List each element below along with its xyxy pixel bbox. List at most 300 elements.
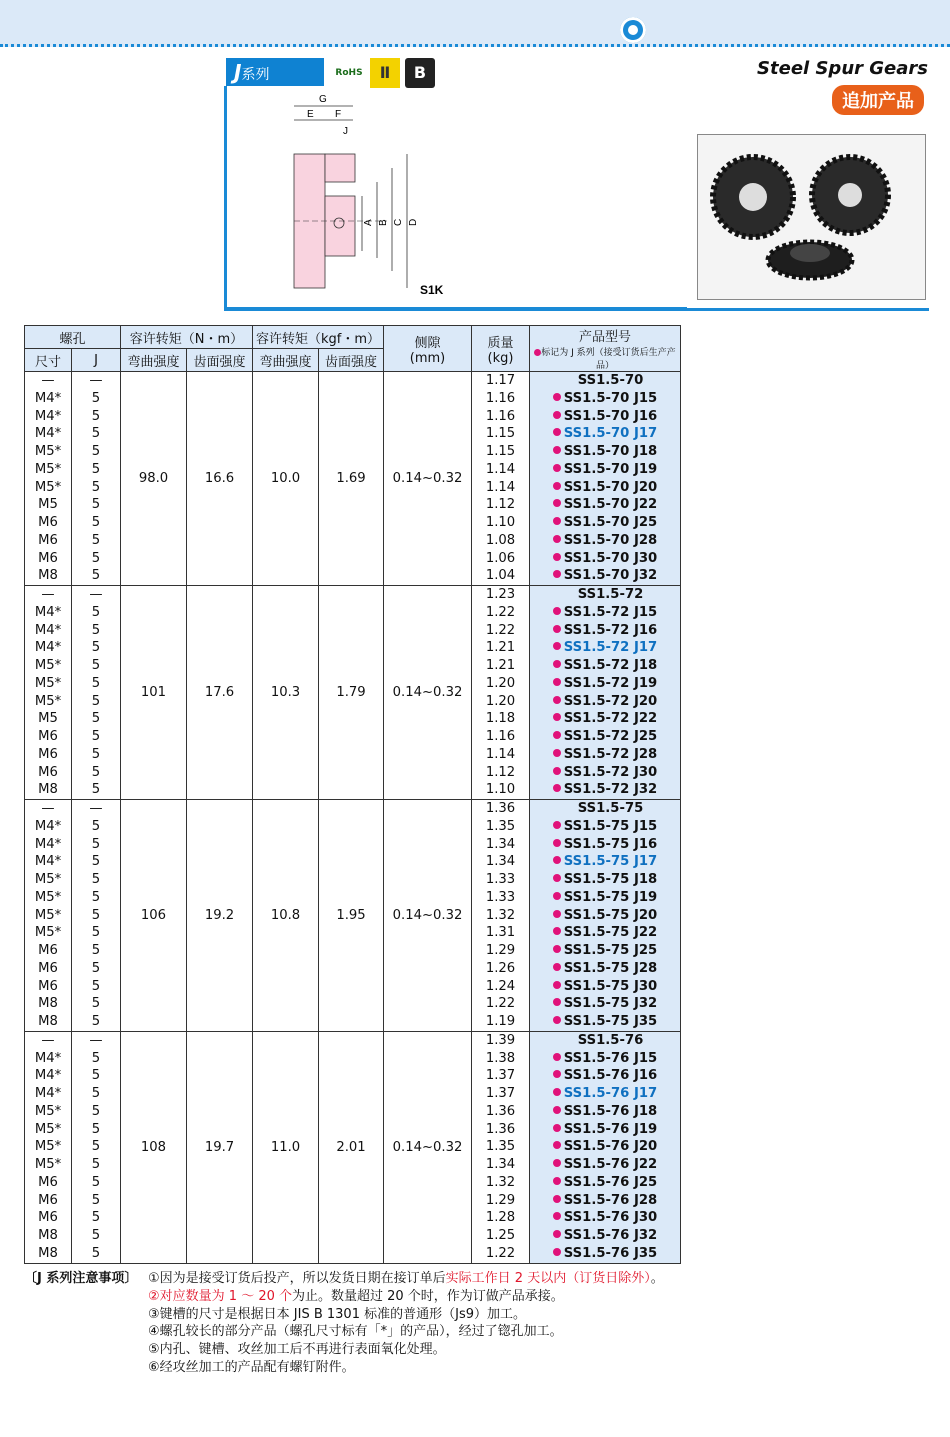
mass-col: [472, 372, 530, 586]
surface-kgf-cell: 2.01: [319, 1031, 384, 1263]
part-number[interactable]: [530, 1067, 680, 1085]
part-number[interactable]: [530, 586, 680, 604]
mass-cell: 1.36: [485, 1103, 516, 1119]
size-col: [25, 800, 72, 1032]
j-cell: 5: [91, 711, 101, 727]
part-number-text: SS1.5-72 J15: [563, 604, 658, 620]
mass-cell: 1.23: [485, 587, 516, 602]
part-number[interactable]: [530, 818, 680, 836]
mass-cell: 1.34: [485, 854, 516, 870]
made-to-order-dot-icon: [553, 1070, 561, 1078]
part-number-text: SS1.5-72 J28: [563, 746, 658, 762]
part-number[interactable]: [530, 942, 680, 960]
part-number-text: SS1.5-75 J32: [563, 996, 658, 1012]
mass-cell: 1.24: [485, 978, 516, 994]
dim-c: C: [393, 218, 404, 226]
part-number-text: SS1.5-72 J17: [563, 640, 658, 656]
j-cell: —: [89, 373, 103, 388]
mass-cell: 1.35: [485, 818, 516, 834]
size-cell: M8: [38, 568, 58, 584]
mass-cell: 1.36: [485, 801, 516, 816]
made-to-order-dot-icon: [553, 428, 561, 436]
notes-title: 〔J 系列注意事项〕: [24, 1271, 138, 1286]
mass-cell: 1.19: [485, 1014, 516, 1029]
part-number[interactable]: [530, 1103, 680, 1121]
size-cell: M4*: [34, 640, 62, 656]
part-number[interactable]: [530, 924, 680, 942]
j-cell: —: [89, 587, 103, 602]
part-number[interactable]: [530, 1245, 680, 1263]
made-to-order-dot-icon: [553, 945, 561, 953]
j-cell: 5: [91, 568, 101, 584]
size-cell: M5*: [34, 889, 62, 905]
dim-d: D: [408, 218, 419, 226]
size-cell: M8: [38, 1228, 58, 1243]
part-number-text: SS1.5-75 J28: [563, 960, 658, 976]
j-cell: 5: [91, 693, 101, 709]
part-number[interactable]: [530, 372, 680, 390]
surface-kgf-cell: 1.69: [319, 372, 384, 586]
part-number[interactable]: [530, 514, 680, 532]
made-to-order-dot-icon: [553, 874, 561, 882]
size-cell: M5*: [34, 675, 62, 691]
header-bend-nm: 弯曲强度: [121, 349, 187, 372]
part-number[interactable]: [530, 496, 680, 514]
j-cell: 5: [91, 1139, 101, 1155]
j-cell: 5: [91, 746, 101, 762]
part-number[interactable]: [530, 390, 680, 408]
mass-cell: 1.29: [485, 943, 516, 958]
j-cell: 5: [91, 444, 101, 459]
part-number-text: SS1.5-70 J32: [563, 568, 658, 584]
mass-col: [472, 1031, 530, 1263]
part-number-text: SS1.5-75 J17: [563, 854, 658, 870]
mass-cell: 1.26: [485, 960, 516, 976]
made-to-order-dot-icon: [553, 892, 561, 900]
j-cell: 5: [91, 532, 101, 548]
page-title: Steel Spur Gears: [757, 58, 928, 79]
group-row: [25, 800, 681, 1032]
series-tag: J系列: [226, 58, 324, 86]
mass-cell: 1.20: [485, 675, 516, 691]
made-to-order-dot-icon: [553, 1230, 561, 1238]
size-cell: M5*: [34, 872, 62, 887]
backlash-cell: 0.14~0.32: [384, 800, 472, 1032]
j-cell: 5: [91, 550, 101, 566]
size-cell: M6: [38, 1174, 58, 1190]
part-number-text: SS1.5-76 J28: [563, 1192, 658, 1208]
part-number[interactable]: [530, 604, 680, 622]
note-5: ⑤内孔、键槽、攻丝加工后不再进行表面氧化处理。: [148, 1342, 446, 1358]
made-to-order-dot-icon: [553, 625, 561, 633]
part-number[interactable]: [530, 1013, 680, 1031]
part-col: [530, 372, 681, 586]
part-number-text: SS1.5-76 J22: [563, 1157, 658, 1172]
j-cell: 5: [91, 1014, 101, 1029]
part-number[interactable]: [530, 871, 680, 889]
part-number-text: SS1.5-75 J25: [563, 943, 658, 958]
mass-cell: 1.21: [485, 658, 516, 673]
mass-cell: 1.22: [485, 996, 516, 1012]
header-torque-nm: 容许转矩（N・m）: [121, 326, 253, 349]
header-part: 产品型号 标记为 J 系列（接受订货后生产产品）: [530, 326, 681, 372]
surface-nm-cell: 19.2: [187, 800, 253, 1032]
part-number[interactable]: [530, 693, 680, 711]
size-cell: M8: [38, 782, 58, 798]
mass-cell: 1.22: [485, 1245, 516, 1261]
mass-cell: 1.14: [485, 479, 516, 495]
size-col: [25, 586, 72, 800]
mass-cell: 1.34: [485, 836, 516, 852]
made-to-order-dot-icon: [553, 910, 561, 918]
size-cell: —: [41, 1032, 55, 1048]
part-number[interactable]: [530, 443, 680, 461]
size-cell: M6: [38, 1210, 58, 1226]
mass-col: [472, 800, 530, 1032]
made-to-order-dot-icon: [553, 1088, 561, 1096]
size-cell: —: [41, 801, 55, 816]
section-divider: [224, 308, 929, 311]
part-number[interactable]: [530, 800, 680, 818]
size-cell: M5*: [34, 907, 62, 923]
made-to-order-dot-icon: [553, 1212, 561, 1220]
part-number-text: SS1.5-76 J25: [563, 1174, 658, 1190]
j-cell: 5: [91, 764, 101, 780]
mass-cell: 1.17: [485, 373, 516, 388]
made-to-order-dot-icon: [553, 749, 561, 757]
size-cell: —: [41, 373, 55, 388]
part-number[interactable]: [530, 1121, 680, 1139]
made-to-order-dot-icon: [553, 821, 561, 829]
j-cell: 5: [91, 1103, 101, 1119]
size-cell: M4*: [34, 604, 62, 620]
made-to-order-dot-icon: [553, 553, 561, 561]
made-to-order-dot-icon: [553, 1248, 561, 1256]
part-number[interactable]: [530, 978, 680, 996]
part-number[interactable]: [530, 728, 680, 746]
size-cell: M6: [38, 746, 58, 762]
part-number-text: SS1.5-70: [577, 373, 644, 388]
part-number[interactable]: [530, 995, 680, 1013]
bend-nm-cell: 108: [121, 1031, 187, 1263]
dim-a: A: [363, 219, 374, 226]
j-cell: 5: [91, 836, 101, 852]
size-cell: M6: [38, 515, 58, 530]
part-number[interactable]: [530, 710, 680, 728]
part-number-text: SS1.5-72 J16: [563, 622, 658, 638]
mass-cell: 1.04: [485, 568, 516, 584]
part-number[interactable]: [530, 1209, 680, 1227]
part-number[interactable]: [530, 1174, 680, 1192]
j-cell: —: [89, 1032, 103, 1048]
mass-cell: 1.15: [485, 426, 516, 442]
part-number[interactable]: [530, 889, 680, 907]
part-number[interactable]: [530, 746, 680, 764]
spec-table-body: [25, 372, 681, 1264]
size-cell: M4*: [34, 408, 62, 424]
part-number[interactable]: [530, 675, 680, 693]
j-cell: 5: [91, 426, 101, 442]
part-number[interactable]: [530, 622, 680, 640]
note-6: ⑥经攻丝加工的产品配有螺钉附件。: [148, 1359, 355, 1375]
surface-kgf-cell: 1.79: [319, 586, 384, 800]
part-number[interactable]: [530, 657, 680, 675]
part-number[interactable]: [530, 1156, 680, 1174]
part-number-text: SS1.5-75 J30: [563, 978, 658, 994]
j-cell: 5: [91, 461, 101, 477]
j-cell: 5: [91, 996, 101, 1012]
dim-b: B: [378, 219, 389, 226]
mass-cell: 1.06: [485, 550, 516, 566]
part-col: [530, 1031, 681, 1263]
j-cell: 5: [91, 622, 101, 638]
size-cell: M4*: [34, 1086, 62, 1101]
part-number-text: SS1.5-70 J16: [563, 408, 658, 424]
part-number[interactable]: [530, 550, 680, 568]
j-cell: 5: [91, 729, 101, 744]
made-to-order-dot-icon: [553, 517, 561, 525]
part-number[interactable]: [530, 1138, 680, 1156]
note-1: ①因为是接受订货后投产，所以发货日期在接订单后实际工作日 2 天以内（订货日除外）。: [148, 1271, 664, 1286]
part-number-text: SS1.5-75 J19: [563, 889, 658, 905]
b-mark-icon: B: [405, 58, 435, 88]
j-cell: 5: [91, 1050, 101, 1066]
part-number[interactable]: [530, 1192, 680, 1210]
j-col: [72, 1031, 121, 1263]
group-row: [25, 586, 681, 800]
size-cell: M4*: [34, 426, 62, 442]
mass-cell: 1.37: [485, 1086, 516, 1101]
size-cell: M6: [38, 978, 58, 994]
j-cell: 5: [91, 818, 101, 834]
size-cell: M6: [38, 764, 58, 780]
j-cell: 5: [91, 479, 101, 495]
size-col: [25, 372, 72, 586]
size-cell: M6: [38, 550, 58, 566]
j-cell: 5: [91, 943, 101, 958]
part-number[interactable]: [530, 960, 680, 978]
part-number[interactable]: [530, 408, 680, 426]
mass-cell: 1.34: [485, 1157, 516, 1172]
surface-nm-cell: 17.6: [187, 586, 253, 800]
size-cell: M5*: [34, 1103, 62, 1119]
j-cell: 5: [91, 782, 101, 798]
j-cell: 5: [91, 1210, 101, 1226]
size-cell: M6: [38, 729, 58, 744]
mass-cell: 1.32: [485, 907, 516, 923]
mass-cell: 1.16: [485, 390, 516, 406]
made-to-order-dot-icon: [553, 1141, 561, 1149]
j-col: [72, 372, 121, 586]
part-number[interactable]: [530, 479, 680, 497]
header-surface-kgf: 齿面强度: [319, 349, 384, 372]
part-number-text: SS1.5-75 J18: [563, 872, 658, 887]
gear-icon: [620, 17, 646, 43]
part-number-text: SS1.5-72 J19: [563, 675, 658, 691]
part-number-text: SS1.5-75 J16: [563, 836, 658, 852]
part-number-text: SS1.5-72 J20: [563, 693, 658, 709]
part-number[interactable]: [530, 532, 680, 550]
part-number-text: SS1.5-76 J17: [563, 1086, 658, 1101]
bend-nm-cell: 98.0: [121, 372, 187, 586]
part-number-text: SS1.5-70 J15: [563, 390, 658, 406]
j-cell: 5: [91, 978, 101, 994]
part-number[interactable]: [530, 567, 680, 585]
group-row: [25, 1031, 681, 1263]
made-to-order-dot-icon: [553, 981, 561, 989]
size-cell: M8: [38, 996, 58, 1012]
j-cell: 5: [91, 1245, 101, 1261]
mass-cell: 1.29: [485, 1192, 516, 1208]
j-cell: —: [89, 801, 103, 816]
part-number[interactable]: [530, 781, 680, 799]
mass-cell: 1.12: [485, 764, 516, 780]
dim-j: J: [343, 126, 348, 137]
part-number-text: SS1.5-72 J30: [563, 764, 658, 780]
part-number-text: SS1.5-75 J15: [563, 818, 658, 834]
size-cell: M5*: [34, 461, 62, 477]
size-cell: M4*: [34, 818, 62, 834]
made-to-order-dot-icon: [553, 393, 561, 401]
part-number-text: SS1.5-72 J32: [563, 782, 658, 798]
surface-nm-cell: 19.7: [187, 1031, 253, 1263]
part-number[interactable]: [530, 853, 680, 871]
made-to-order-dot-icon: [553, 1159, 561, 1167]
made-to-order-dot-icon: [553, 696, 561, 704]
mass-cell: 1.14: [485, 461, 516, 477]
size-cell: M6: [38, 1192, 58, 1208]
j-col: [72, 800, 121, 1032]
part-number-text: SS1.5-70 J28: [563, 532, 658, 548]
part-number[interactable]: [530, 907, 680, 925]
j-cell: 5: [91, 604, 101, 620]
j-cell: 5: [91, 390, 101, 406]
part-number-text: SS1.5-70 J19: [563, 461, 658, 477]
new-product-badge: 追加产品: [832, 85, 924, 115]
header-j: J: [72, 349, 121, 372]
size-cell: M5*: [34, 479, 62, 495]
made-to-order-dot-icon: [553, 660, 561, 668]
made-to-order-dot-icon: [553, 856, 561, 864]
made-to-order-dot-icon: [553, 767, 561, 775]
part-number[interactable]: [530, 1032, 680, 1050]
part-number[interactable]: [530, 639, 680, 657]
size-cell: M5*: [34, 1157, 62, 1172]
mass-cell: 1.20: [485, 693, 516, 709]
part-number-text: SS1.5-72 J18: [563, 658, 658, 673]
part-number-text: SS1.5-70 J18: [563, 444, 658, 459]
backlash-cell: 0.14~0.32: [384, 1031, 472, 1263]
part-number-text: SS1.5-75: [577, 801, 644, 816]
made-to-order-dot-icon: [553, 464, 561, 472]
notes-list: [148, 1270, 748, 1377]
part-number-text: SS1.5-76 J35: [563, 1245, 658, 1261]
made-to-order-dot-icon: [553, 570, 561, 578]
mass-cell: 1.31: [485, 925, 516, 941]
bend-kgf-cell: 10.0: [253, 372, 319, 586]
header-bore: 螺孔: [25, 326, 121, 349]
bend-kgf-cell: 10.8: [253, 800, 319, 1032]
mass-cell: 1.22: [485, 604, 516, 620]
j-cell: 5: [91, 1192, 101, 1208]
mass-cell: 1.32: [485, 1174, 516, 1190]
bend-nm-cell: 101: [121, 586, 187, 800]
part-number-text: SS1.5-76: [577, 1032, 644, 1048]
size-cell: M4*: [34, 854, 62, 870]
part-number[interactable]: [530, 1227, 680, 1245]
made-to-order-dot-icon: [553, 678, 561, 686]
part-number[interactable]: [530, 425, 680, 443]
mass-col: [472, 586, 530, 800]
mass-cell: 1.36: [485, 1121, 516, 1137]
part-number-text: SS1.5-72 J22: [563, 711, 658, 727]
size-cell: M4*: [34, 1068, 62, 1084]
size-cell: M4*: [34, 622, 62, 638]
grade-icon: Ⅱ: [370, 58, 400, 88]
made-to-order-dot-icon: [553, 535, 561, 543]
header-mass: 质量 (kg): [472, 326, 530, 372]
made-to-order-dot-icon: [553, 482, 561, 490]
size-cell: M4*: [34, 836, 62, 852]
j-cell: 5: [91, 925, 101, 941]
made-to-order-dot-icon: [553, 839, 561, 847]
part-number[interactable]: [530, 1050, 680, 1068]
j-cell: 5: [91, 907, 101, 923]
part-number-text: SS1.5-70 J30: [563, 550, 658, 566]
made-to-order-dot-icon: [553, 963, 561, 971]
made-to-order-dot-icon: [553, 1053, 561, 1061]
size-cell: M5*: [34, 693, 62, 709]
j-cell: 5: [91, 872, 101, 887]
surface-kgf-cell: 1.95: [319, 800, 384, 1032]
mass-cell: 1.38: [485, 1050, 516, 1066]
size-cell: M5: [38, 497, 58, 513]
dim-g: G: [319, 94, 327, 105]
gear-photo-illustration: [698, 135, 925, 299]
mass-cell: 1.10: [485, 782, 516, 798]
made-to-order-dot-icon: [553, 713, 561, 721]
mass-cell: 1.35: [485, 1139, 516, 1155]
mass-cell: 1.37: [485, 1068, 516, 1084]
size-cell: M5: [38, 711, 58, 727]
part-number[interactable]: [530, 461, 680, 479]
part-number-text: SS1.5-76 J30: [563, 1210, 658, 1226]
header-bend-kgf: 弯曲强度: [253, 349, 319, 372]
j-cell: 5: [91, 1121, 101, 1137]
j-cell: 5: [91, 1157, 101, 1172]
part-number[interactable]: [530, 1085, 680, 1103]
part-col: [530, 586, 681, 800]
size-cell: M5*: [34, 444, 62, 459]
gear-drawing: [224, 86, 687, 310]
bend-kgf-cell: 10.3: [253, 586, 319, 800]
made-to-order-dot-icon: [553, 784, 561, 792]
size-cell: M5*: [34, 925, 62, 941]
mass-cell: 1.39: [485, 1032, 516, 1048]
mass-cell: 1.15: [485, 444, 516, 459]
part-number[interactable]: [530, 836, 680, 854]
size-cell: M5*: [34, 1121, 62, 1137]
mass-cell: 1.33: [485, 872, 516, 887]
part-number-text: SS1.5-72 J25: [563, 729, 658, 744]
surface-nm-cell: 16.6: [187, 372, 253, 586]
j-cell: 5: [91, 1228, 101, 1243]
part-number-text: SS1.5-76 J16: [563, 1068, 658, 1084]
note-4: ④螺孔较长的部分产品（螺孔尺寸标有「*」的产品），经过了锪孔加工。: [148, 1324, 563, 1340]
made-to-order-dot-icon: [553, 1177, 561, 1185]
mass-cell: 1.10: [485, 515, 516, 530]
part-number[interactable]: [530, 764, 680, 782]
